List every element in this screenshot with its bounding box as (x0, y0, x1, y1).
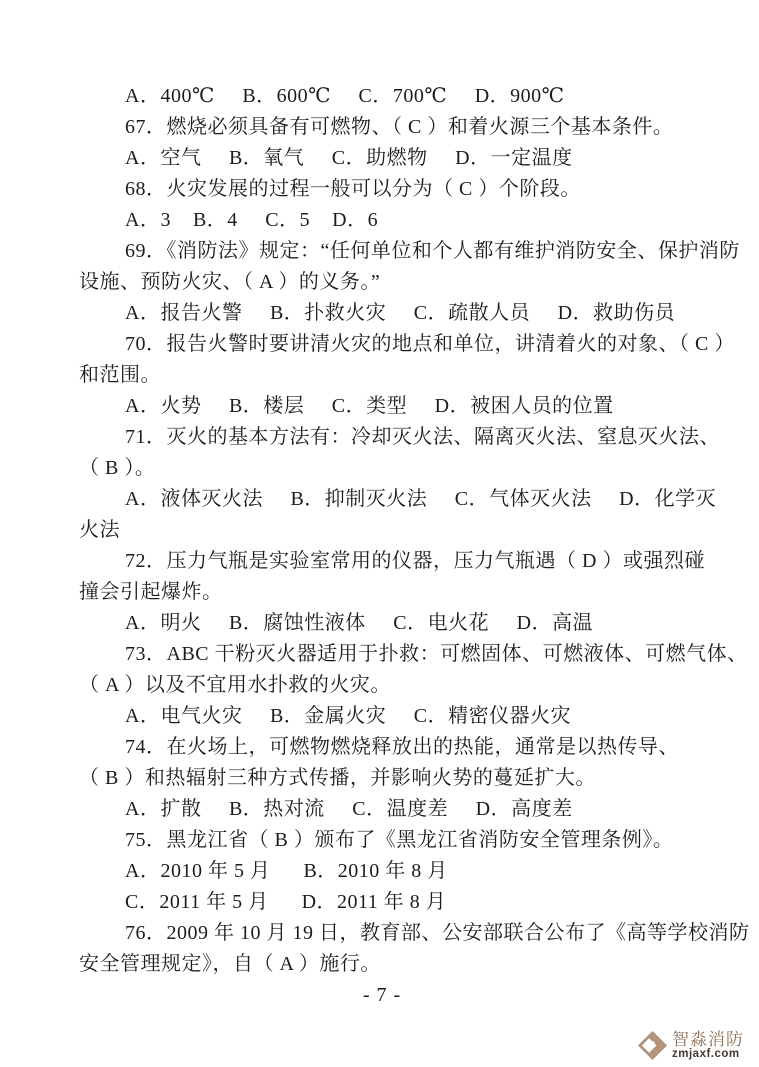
doc-line-21: A．电气火灾 B．金属火灾 C．精密仪器火灾 (125, 705, 572, 727)
doc-line-12: 71．灭火的基本方法有：冷却灭火法、隔离灭火法、窒息灭火法、 (125, 426, 720, 448)
doc-line-14: A．液体灭火法 B．抑制灭火法 C．气体灭火法 D．化学灭 (125, 488, 717, 510)
doc-line-23: （ B ）和热辐射三种方式传播，并影响火势的蔓延扩大。 (79, 767, 596, 789)
doc-line-13: （ B ）。 (79, 457, 156, 479)
doc-line-28: 76．2009 年 10 月 19 日，教育部、公安部联合公布了《高等学校消防 (125, 922, 750, 944)
doc-line-07: 设施、预防火灾、（ A ）的义务。” (79, 271, 381, 293)
doc-line-10: 和范围。 (79, 364, 161, 386)
watermark-brand-label: 智淼消防 (672, 1029, 744, 1049)
doc-line-25: 75．黑龙江省（ B ）颁布了《黑龙江省消防安全管理条例》。 (125, 829, 674, 851)
doc-line-24: A．扩散 B．热对流 C．温度差 D．高度差 (125, 798, 573, 820)
doc-line-19: 73．ABC 干粉灭火器适用于扑救：可燃固体、可燃液体、可燃气体、 (125, 643, 748, 665)
doc-line-04: 68．火灾发展的过程一般可以分为（ C ）个阶段。 (125, 178, 581, 200)
watermark (637, 1030, 744, 1061)
doc-line-20: （ A ）以及不宜用水扑救的火灾。 (79, 674, 391, 696)
doc-line-26: A．2010 年 5 月 B．2010 年 8 月 (125, 860, 448, 882)
doc-line-08: A．报告火警 B．扑救火灾 C．疏散人员 D．救助伤员 (125, 302, 676, 324)
doc-line-03: A．空气 B．氧气 C．助燃物 D．一定温度 (125, 147, 573, 169)
doc-line-11: A．火势 B．楼层 C．类型 D．被困人员的位置 (125, 395, 614, 417)
question-text-block (79, 81, 750, 1011)
doc-line-27: C．2011 年 5 月 D．2011 年 8 月 (125, 891, 447, 913)
doc-line-29: 安全管理规定》，自（ A ）施行。 (79, 953, 381, 975)
doc-line-01: A．400℃ B．600℃ C．700℃ D．900℃ (125, 85, 565, 107)
doc-line-15: 火法 (79, 519, 120, 541)
doc-line-09: 70．报告火警时要讲清火灾的地点和单位，讲清着火的对象、（ C ） (125, 333, 735, 355)
doc-line-16: 72．压力气瓶是实验室常用的仪器，压力气瓶遇（ D ）或强烈碰 (125, 550, 705, 572)
doc-line-05: A．3 B．4 C．5 D．6 (125, 209, 379, 231)
page-number: - 7 - (362, 984, 402, 1006)
watermark-text (672, 1031, 744, 1061)
doc-line-17: 撞会引起爆炸。 (79, 581, 223, 603)
zhimiao-logo-icon (637, 1030, 668, 1061)
doc-line-18: A．明火 B．腐蚀性液体 C．电火花 D．高温 (125, 612, 594, 634)
doc-line-06: 69．《消防法》规定：“任何单位和个人都有维护消防安全、保护消防 (125, 240, 740, 262)
doc-line-22: 74．在火场上，可燃物燃烧释放出的热能，通常是以热传导、 (125, 736, 679, 758)
watermark-domain-label: zmjaxf.com (672, 1047, 740, 1060)
doc-line-02: 67．燃烧必须具备有可燃物、（ C ）和着火源三个基本条件。 (125, 116, 674, 138)
